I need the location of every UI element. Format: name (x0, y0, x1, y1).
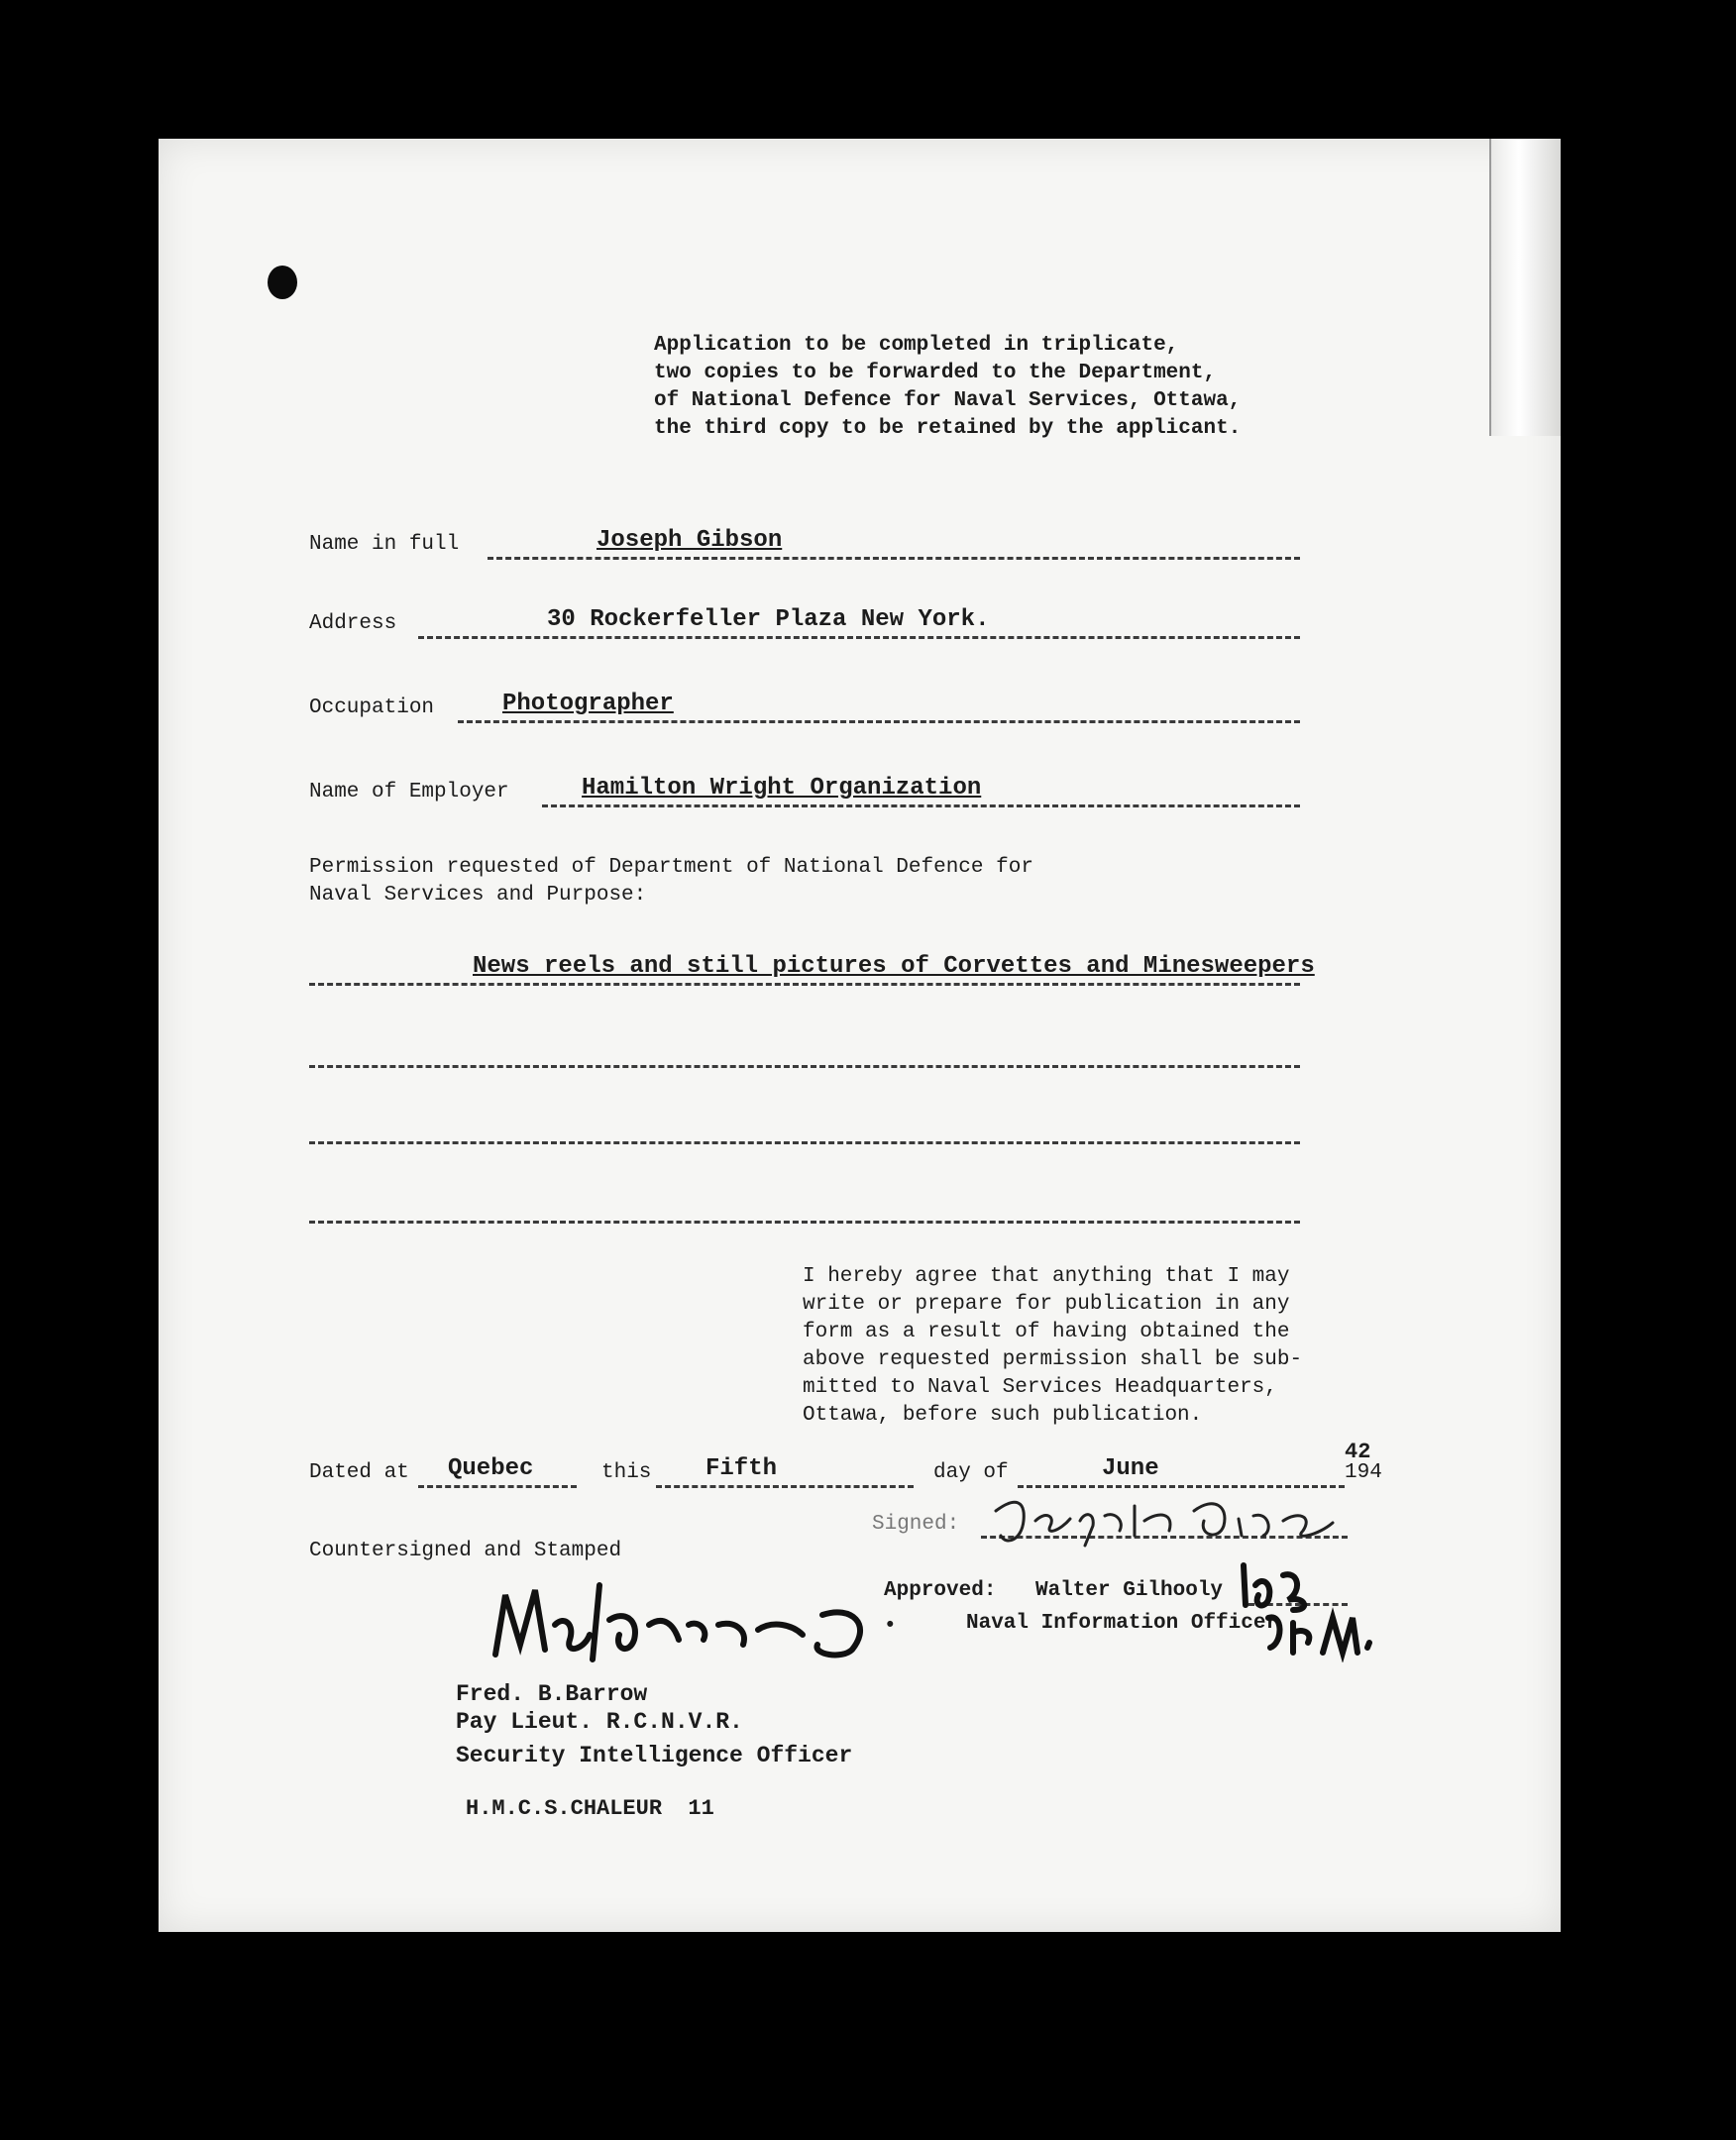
countersigned-label: Countersigned and Stamped (309, 1540, 622, 1562)
agreement-block (803, 1263, 1397, 1430)
permission-label-line1: Permission requested of Department of National Defence for (309, 856, 1033, 879)
instruction-line: two copies to be forwarded to the Department, (654, 362, 1217, 384)
officer-signature (476, 1565, 892, 1674)
occupation-field (309, 684, 1300, 723)
dated-day: Fifth (705, 1455, 778, 1482)
approver-title: Naval Information Officer (966, 1612, 1279, 1635)
employer-field (309, 768, 1300, 807)
permission-value: News reels and still pictures of Corvettes and Minesweepers (473, 953, 1315, 980)
signed-label: Signed: (872, 1513, 960, 1536)
agreement-line: I hereby agree that anything that I may (803, 1265, 1290, 1288)
name-label: Name in full (309, 533, 460, 556)
blank-line (309, 1141, 1300, 1144)
year-handwritten: 42 (1345, 1440, 1371, 1464)
address-label: Address (309, 612, 397, 635)
instructions-block (654, 332, 1348, 443)
approver-name: Walter Gilhooly (1035, 1579, 1224, 1602)
agreement-line: form as a result of having obtained the (803, 1321, 1290, 1343)
document-page (159, 139, 1561, 1932)
dated-month: June (1102, 1455, 1159, 1482)
officer-rank: Pay Lieut. R.C.N.V.R. (456, 1709, 743, 1735)
occupation-value: Photographer (502, 691, 674, 717)
instruction-line: of National Defence for Naval Services, Ottawa, (654, 389, 1242, 412)
employer-value: Hamilton Wright Organization (582, 775, 982, 802)
dated-at-label: Dated at (309, 1461, 409, 1484)
year-prefix: 194 (1345, 1461, 1382, 1484)
permission-field (309, 946, 1449, 986)
occupation-label: Occupation (309, 696, 435, 719)
address-field (309, 599, 1300, 639)
blank-line (309, 1065, 1300, 1068)
agreement-line: above requested permission shall be sub- (803, 1348, 1303, 1371)
agreement-line: mitted to Naval Services Headquarters, (803, 1376, 1277, 1399)
officer-title: Security Intelligence Officer (456, 1743, 853, 1768)
day-of-label: day of (933, 1461, 1009, 1484)
dated-line (309, 1440, 1399, 1488)
applicant-signature (986, 1491, 1343, 1551)
initials-stamp (1258, 1603, 1387, 1662)
employer-label: Name of Employer (309, 781, 509, 803)
page-curl (1489, 139, 1561, 436)
blank-line (309, 1221, 1300, 1224)
bullet-mark: • (884, 1615, 897, 1638)
dated-place: Quebec (448, 1455, 534, 1482)
name-value: Joseph Gibson (597, 527, 783, 554)
instruction-line: Application to be completed in triplicate, (654, 334, 1179, 357)
agreement-line: write or prepare for publication in any (803, 1293, 1290, 1316)
approved-label: Approved: (884, 1579, 997, 1602)
this-label: this (601, 1461, 652, 1484)
permission-label-line2: Naval Services and Purpose: (309, 884, 647, 907)
punch-hole (268, 266, 297, 299)
instruction-line: the third copy to be retained by the applicant. (654, 417, 1242, 440)
agreement-line: Ottawa, before such publication. (803, 1404, 1203, 1427)
name-field (309, 520, 1300, 560)
ship-reference: H.M.C.S.CHALEUR 11 (466, 1796, 714, 1821)
address-value: 30 Rockerfeller Plaza New York. (547, 606, 990, 633)
officer-name: Fred. B.Barrow (456, 1681, 648, 1707)
